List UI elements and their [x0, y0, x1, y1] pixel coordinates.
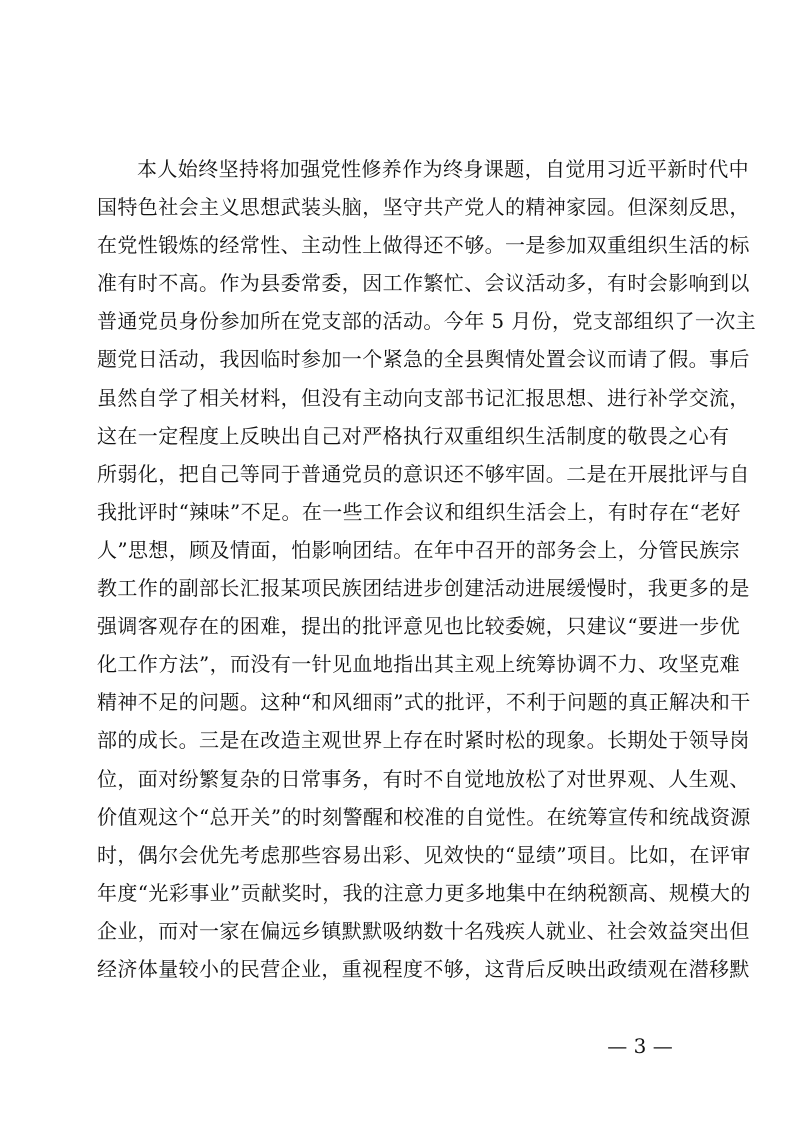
page-number: — 3 — — [607, 1034, 673, 1058]
text-line: 普通党员身份参加所在党支部的活动。今年 5 月份，党支部组织了一次主 — [97, 309, 757, 334]
text-line: 虽然自学了相关材料，但没有主动向支部书记汇报思想、进行补学交流， — [97, 385, 750, 410]
body-paragraph — [97, 150, 757, 988]
text-line: 在党性锻炼的经常性、主动性上做得还不够。一是参加双重组织生活的标 — [97, 233, 750, 258]
text-line: 位，面对纷繁复杂的日常事务，有时不自觉地放松了对世界观、人生观、 — [97, 766, 750, 791]
text-line: 经济体量较小的民营企业，重视程度不够，这背后反映出政绩观在潜移默 — [97, 956, 750, 981]
text-line: 强调客观存在的困难，提出的批评意见也比较委婉，只建议“要进一步优 — [97, 614, 741, 639]
text-line: 本人始终坚持将加强党性修养作为终身课题，自觉用习近平新时代中 — [137, 157, 749, 181]
text-line: 题党日活动，我因临时参加一个紧急的全县舆情处置会议而请了假。事后 — [97, 347, 750, 372]
text-line: 年度“光彩事业”贡献奖时，我的注意力更多地集中在纳税额高、规模大的 — [97, 880, 751, 905]
text-line: 教工作的副部长汇报某项民族团结进步创建活动进展缓慢时，我更多的是 — [97, 576, 750, 601]
text-line: 时，偶尔会优先考虑那些容易出彩、见效快的“显绩”项目。比如，在评审 — [97, 842, 751, 867]
text-line: 我批评时“辣味”不足。在一些工作会议和组织生活会上，有时存在“老好 — [97, 499, 741, 524]
text-line: 企业，而对一家在偏远乡镇默默吸纳数十名残疾人就业、社会效益突出但 — [97, 918, 750, 943]
text-line: 化工作方法”，而没有一针见血地指出其主观上统筹协调不力、攻坚克难 — [97, 652, 741, 677]
text-line: 精神不足的问题。这种“和风细雨”式的批评，不利于问题的真正解决和干 — [97, 690, 751, 715]
text-line: 价值观这个“总开关”的时刻警醒和校准的自觉性。在统筹宣传和统战资源 — [97, 804, 751, 829]
text-line: 人”思想，顾及情面，怕影响团结。在年中召开的部务会上，分管民族宗 — [97, 537, 741, 562]
text-line: 所弱化，把自己等同于普通党员的意识还不够牢固。二是在开展批评与自 — [97, 461, 750, 486]
text-line: 准有时不高。作为县委常委，因工作繁忙、会议活动多，有时会影响到以 — [97, 271, 750, 296]
text-line: 部的成长。三是在改造主观世界上存在时紧时松的现象。长期处于领导岗 — [97, 728, 750, 753]
text-line: 国特色社会主义思想武装头脑，坚守共产党人的精神家园。但深刻反思， — [97, 195, 750, 220]
text-line: 这在一定程度上反映出自己对严格执行双重组织生活制度的敬畏之心有 — [97, 423, 730, 448]
